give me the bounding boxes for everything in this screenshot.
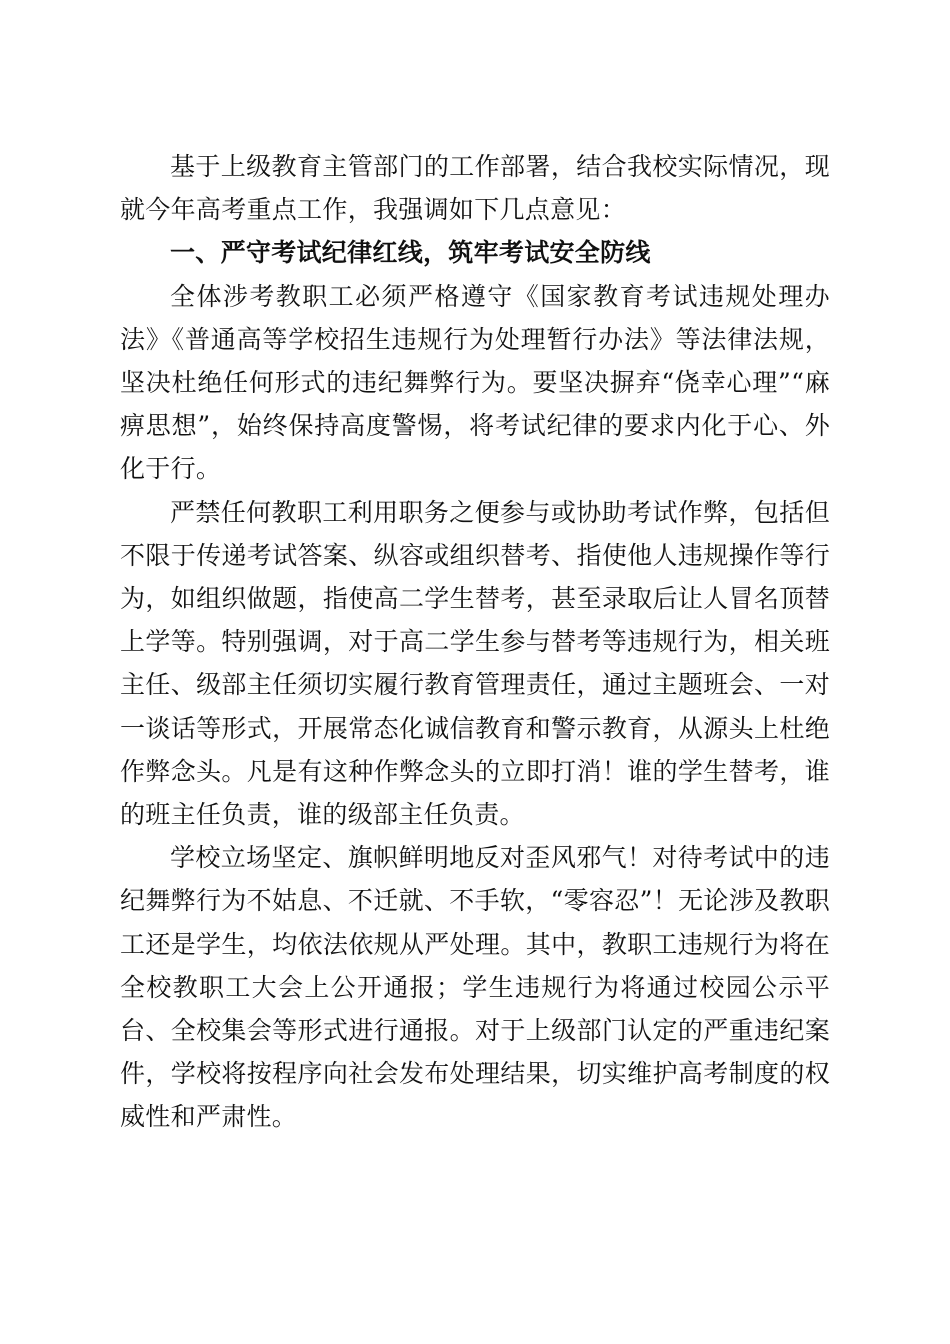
body-paragraph: 学校立场坚定、旗帜鲜明地反对歪风邪气！对待考试中的违纪舞弊行为不姑息、不迁就、不手软，“零容忍”！无论涉及教职工还是学生，均依法依规从严处理。其中，教职工违规行为将在全校教职工大会上公开通报；学生违规行为将通过校园公示平台、全校集会等形式进行通报。对于上级部门认定的严重违纪案件，学校将按程序向社会发布处理结果，切实维护高考制度的权威性和严肃性。 — [120, 843, 830, 1132]
section-heading: 一、严守考试纪律红线，筑牢考试安全防线 — [170, 238, 651, 268]
document-body — [120, 145, 830, 1139]
body-paragraph: 全体涉考教职工必须严格遵守《国家教育考试违规处理办法》《普通高等学校招生违规行为处理暂行办法》等法律法规，坚决杜绝任何形式的违纪舞弊行为。要坚决摒弃“侥幸心理”“麻痹思想”，始终保持高度警惕，将考试纪律的要求内化于心、外化于行。 — [120, 281, 830, 484]
body-paragraph: 严禁任何教职工利用职务之便参与或协助考试作弊，包括但不限于传递考试答案、纵容或组织替考、指使他人违规操作等行为，如组织做题，指使高二学生替考，甚至录取后让人冒名顶替上学等。特别强调，对于高二学生参与替考等违规行为，相关班主任、级部主任须切实履行教育管理责任，通过主题班会、一对一谈话等形式，开展常态化诚信教育和警示教育，从源头上杜绝作弊念头。凡是有这种作弊念头的立即打消！谁的学生替考，谁的班主任负责，谁的级部主任负责。 — [120, 497, 830, 830]
intro-paragraph: 基于上级教育主管部门的工作部署，结合我校实际情况，现就今年高考重点工作，我强调如下几点意见： — [120, 152, 830, 225]
